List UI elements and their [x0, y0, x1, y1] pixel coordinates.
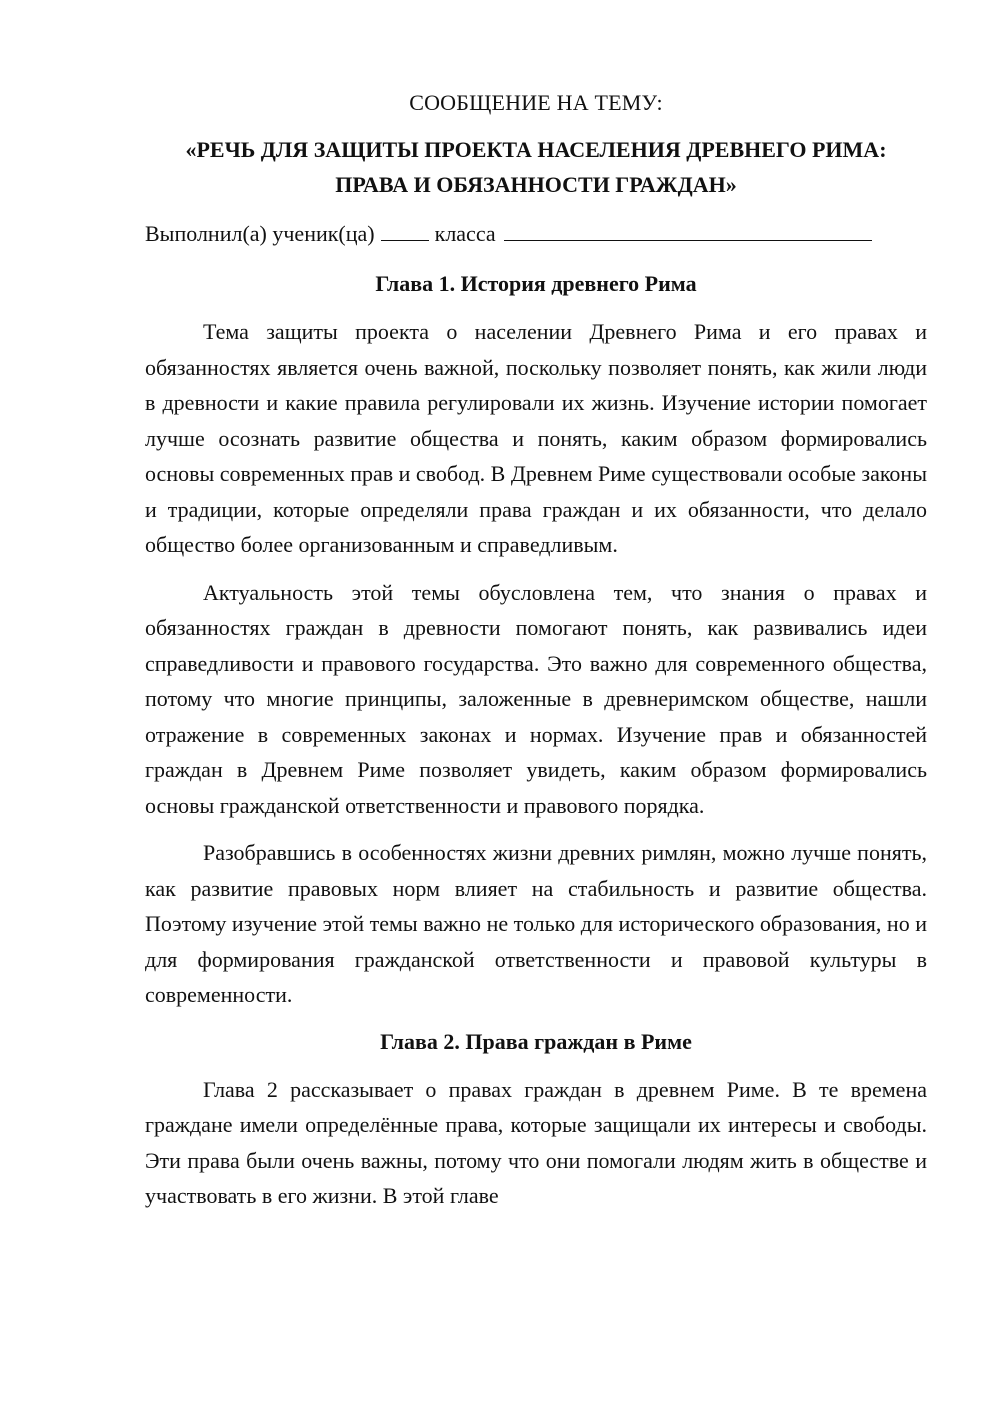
document-heading: СООБЩЕНИЕ НА ТЕМУ: — [409, 90, 663, 115]
class-number-blank — [381, 218, 429, 241]
title-line-1: «РЕЧЬ ДЛЯ ЗАЩИТЫ ПРОЕКТА НАСЕЛЕНИЯ ДРЕВНЕГО РИМА: — [185, 137, 887, 162]
chapter-1-paragraph-3: Разобравшись в особенностях жизни древних римлян, можно лучше понять, как развитие правовых норм влияет на стабильность и развитие общества. Поэтому изучение этой темы важно не только для исторического образования, но и для формирования гражданской ответственности и правовой культуры в современности. — [145, 840, 927, 1007]
document-title — [145, 132, 927, 202]
chapter-2-paragraph-1: Глава 2 рассказывает о правах граждан в древнем Риме. В те времена граждане имели определённые права, которые защищали их интересы и свободы. Эти права были очень важны, потому что они помогали людям жить в обществе и участвовать в его жизни. В этой главе — [145, 1076, 927, 1208]
chapter-2-title: Глава 2. Права граждан в Риме — [380, 1028, 692, 1054]
author-line — [145, 218, 927, 249]
title-line-2: ПРАВА И ОБЯЗАННОСТИ ГРАЖДАН» — [335, 172, 737, 197]
document-page — [145, 88, 927, 1214]
chapter-1-paragraph-1: Тема защиты проекта о населении Древнего Рима и его правах и обязанностях является очень важной, поскольку позволяет понять, как жили люди в древности и какие правила регулировали их жизнь. Изучение истории помогает лучше осознать развитие общества и понять, каким образом формировались основы современных прав и свобод. В Древнем Риме существовали особые законы и традиции, которые определяли права граждан и их обязанности, что делало общество более организованным и справедливым. — [145, 319, 927, 557]
student-name-blank — [504, 218, 872, 241]
class-label: класса — [434, 221, 496, 246]
author-prefix: Выполнил(а) ученик(ца) — [145, 221, 375, 246]
chapter-1-title: Глава 1. История древнего Рима — [375, 271, 697, 296]
chapter-1-paragraph-2: Актуальность этой темы обусловлена тем, что знания о правах и обязанностях граждан в древности помогают понять, как развивались идеи справедливости и правового государства. Это важно для современного общества, потому что многие принципы, заложенные в древнеримском обществе, нашли отражение в современных законах и нормах. Изучение прав и обязанностей граждан в Древнем Риме позволяет увидеть, каким образом формировались основы гражданской ответственности и правового порядка. — [145, 579, 927, 818]
